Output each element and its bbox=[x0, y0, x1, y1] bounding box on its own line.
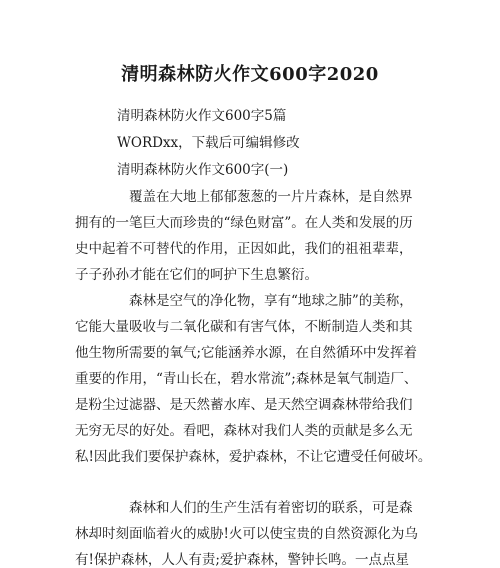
paragraph-2-line-1: 森林是空气的净化物，享有“地球之肺”的美称， bbox=[129, 293, 413, 309]
paragraph-1-line-1: 覆盖在大地上郁郁葱葱的一片片森林，是自然界 bbox=[129, 189, 413, 205]
paragraph-2-line-5: 是粉尘过滤器、是天然蓄水库、是天然空调森林带给我们 bbox=[75, 397, 413, 413]
paragraph-1-line-3: 史中起着不可替代的作用，正因如此，我们的祖祖辈辈， bbox=[75, 241, 413, 257]
paragraph-3-line-1: 森林和人们的生产生活有着密切的联系，可是森 bbox=[129, 500, 413, 516]
paragraph-2-line-7: 私!因此我们要保护森林，爱护森林，不让它遭受任何破坏。 bbox=[75, 449, 432, 465]
meta-line-download: WORDxx，下载后可编辑修改 bbox=[117, 135, 300, 151]
paragraph-2-line-6: 无穷无尽的好处。看吧，森林对我们人类的贡献是多么无 bbox=[75, 423, 413, 439]
paragraph-3-line-2: 林却时刻面临着火的威胁!火可以使宝贵的自然资源化为乌 bbox=[75, 526, 418, 542]
paragraph-2-line-4: 重要的作用，“青山长在，碧水常流”;森林是氧气制造厂、 bbox=[75, 371, 418, 387]
paragraph-1-line-2: 拥有的一笔巨大而珍贵的“绿色财富”。在人类和发展的历 bbox=[75, 215, 413, 231]
paragraph-2-line-2: 它能大量吸收与二氧化碳和有害气体，不断制造人类和其 bbox=[75, 319, 413, 335]
document-title: 清明森林防火作文600字2020 bbox=[121, 64, 379, 85]
paragraph-1-line-4: 子子孙孙才能在它们的呵护下生息繁衍。 bbox=[75, 267, 318, 283]
meta-line-count: 清明森林防火作文600字5篇 bbox=[117, 108, 287, 124]
paragraph-2-line-3: 他生物所需要的氧气;它能涵养水源，在自然循环中发挥着 bbox=[75, 345, 418, 361]
paragraph-3-line-3: 有!保护森林，人人有责;爱护森林，警钟长鸣。一点点星 bbox=[75, 552, 409, 568]
meta-line-essay-heading: 清明森林防火作文600字(一) bbox=[117, 162, 289, 178]
